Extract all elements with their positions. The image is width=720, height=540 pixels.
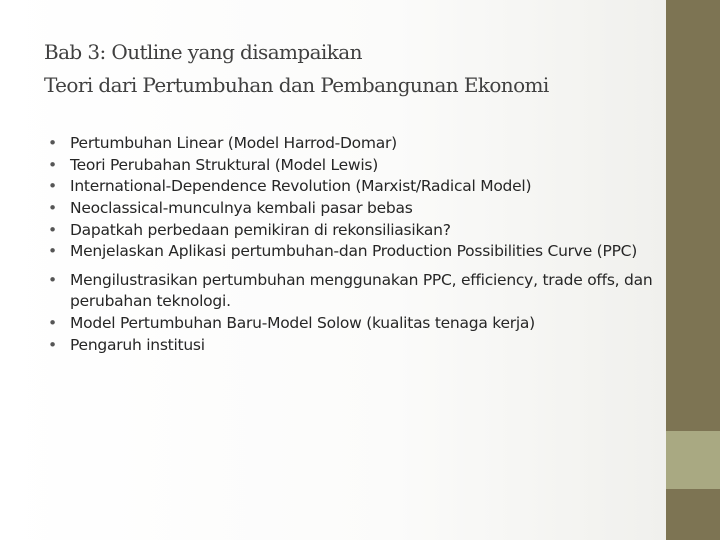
bullet-item bbox=[48, 335, 653, 356]
bullet-text: Model Pertumbuhan Baru-Model Solow (kualitas tenaga kerja) bbox=[70, 314, 535, 333]
bullet-item bbox=[48, 176, 653, 197]
accent-block bbox=[666, 431, 720, 489]
bullet-marker: • bbox=[48, 220, 57, 239]
title-line-1: Bab 3: Outline yang disampaikan bbox=[44, 40, 362, 64]
bullet-list bbox=[48, 133, 653, 357]
bullet-text: Pengaruh institusi bbox=[70, 335, 205, 354]
bullet-marker: • bbox=[48, 335, 57, 354]
bullet-marker: • bbox=[48, 242, 57, 261]
bullet-text: Teori Perubahan Struktural (Model Lewis) bbox=[70, 155, 379, 174]
bullet-item bbox=[48, 155, 653, 176]
bullet-item bbox=[48, 313, 653, 334]
slide-title bbox=[44, 36, 654, 102]
bullet-marker: • bbox=[48, 199, 57, 218]
bullet-text: International-Dependence Revolution (Marxist/Radical Model) bbox=[70, 177, 532, 196]
bullet-text: Neoclassical-munculnya kembali pasar bebas bbox=[70, 199, 413, 218]
bullet-item bbox=[48, 241, 653, 262]
bullet-item bbox=[48, 133, 653, 154]
bullet-marker: • bbox=[48, 314, 57, 333]
bullet-text: Mengilustrasikan pertumbuhan menggunakan PPC, efficiency, trade offs, dan perubahan teknologi. bbox=[70, 271, 653, 311]
bullet-item bbox=[48, 198, 653, 219]
bullet-text: Menjelaskan Aplikasi pertumbuhan-dan Production Possibilities Curve (PPC) bbox=[70, 242, 638, 261]
bullet-marker: • bbox=[48, 134, 57, 152]
bullet-item bbox=[48, 270, 653, 312]
bullet-text: Pertumbuhan Linear (Model Harrod-Domar) bbox=[70, 134, 397, 152]
bullet-marker: • bbox=[48, 271, 57, 290]
bullet-marker: • bbox=[48, 155, 57, 174]
bullet-item bbox=[48, 220, 653, 241]
bullet-marker: • bbox=[48, 177, 57, 196]
title-line-2: Teori dari Pertumbuhan dan Pembangunan Ekonomi bbox=[44, 73, 549, 97]
bullet-text: Dapatkah perbedaan pemikiran di rekonsiliasikan? bbox=[70, 220, 451, 239]
